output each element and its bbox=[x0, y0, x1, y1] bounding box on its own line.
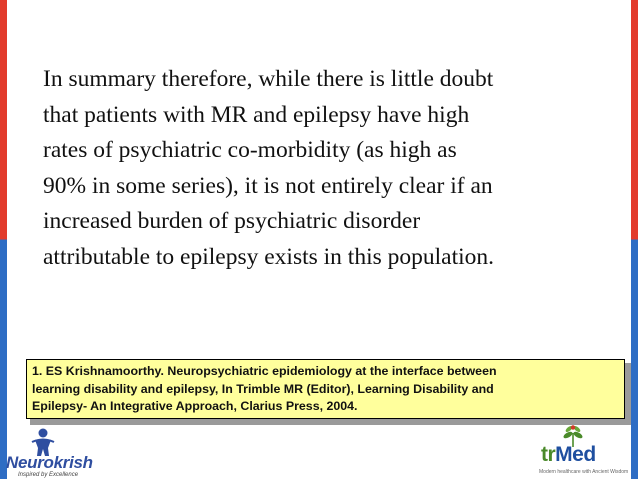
neurokrish-logo bbox=[6, 428, 126, 476]
body-line: rates of psychiatric co-morbidity (as high as bbox=[43, 137, 457, 163]
body-line: In summary therefore, while there is little doubt bbox=[43, 66, 494, 92]
trimed-brand-tr: tr bbox=[541, 443, 556, 466]
reference-line: Epilepsy- An Integrative Approach, Clarius Press, 2004. bbox=[32, 399, 358, 413]
trimed-brand-med: Med bbox=[555, 443, 596, 466]
trimed-logo bbox=[537, 425, 631, 477]
body-line: attributable to epilepsy exists in this population. bbox=[43, 243, 495, 270]
person-figure-icon bbox=[30, 428, 56, 456]
trimed-tagline: Modern healthcare with Ancient Wisdom bbox=[539, 469, 629, 475]
body-line: 90% in some series), it is not entirely clear if an bbox=[43, 172, 493, 199]
body-line: increased burden of psychiatric disorder bbox=[43, 208, 421, 234]
reference-box bbox=[26, 359, 625, 419]
reference-line: 1. ES Krishnamoorthy. Neuropsychiatric epidemiology at the interface between bbox=[32, 364, 497, 378]
left-accent-stripe bbox=[0, 0, 7, 479]
right-accent-stripe bbox=[631, 0, 638, 479]
reference-line: learning disability and epilepsy, In Trimble MR (Editor), Learning Disability and bbox=[32, 381, 494, 396]
neurokrish-tagline: Inspired by Excellence bbox=[18, 472, 79, 478]
slide-body-text bbox=[43, 62, 613, 275]
trimed-brand-text bbox=[541, 443, 596, 467]
body-line: that patients with MR and epilepsy have high bbox=[43, 101, 470, 128]
neurokrish-brand-text: Neurokrish bbox=[6, 453, 93, 472]
